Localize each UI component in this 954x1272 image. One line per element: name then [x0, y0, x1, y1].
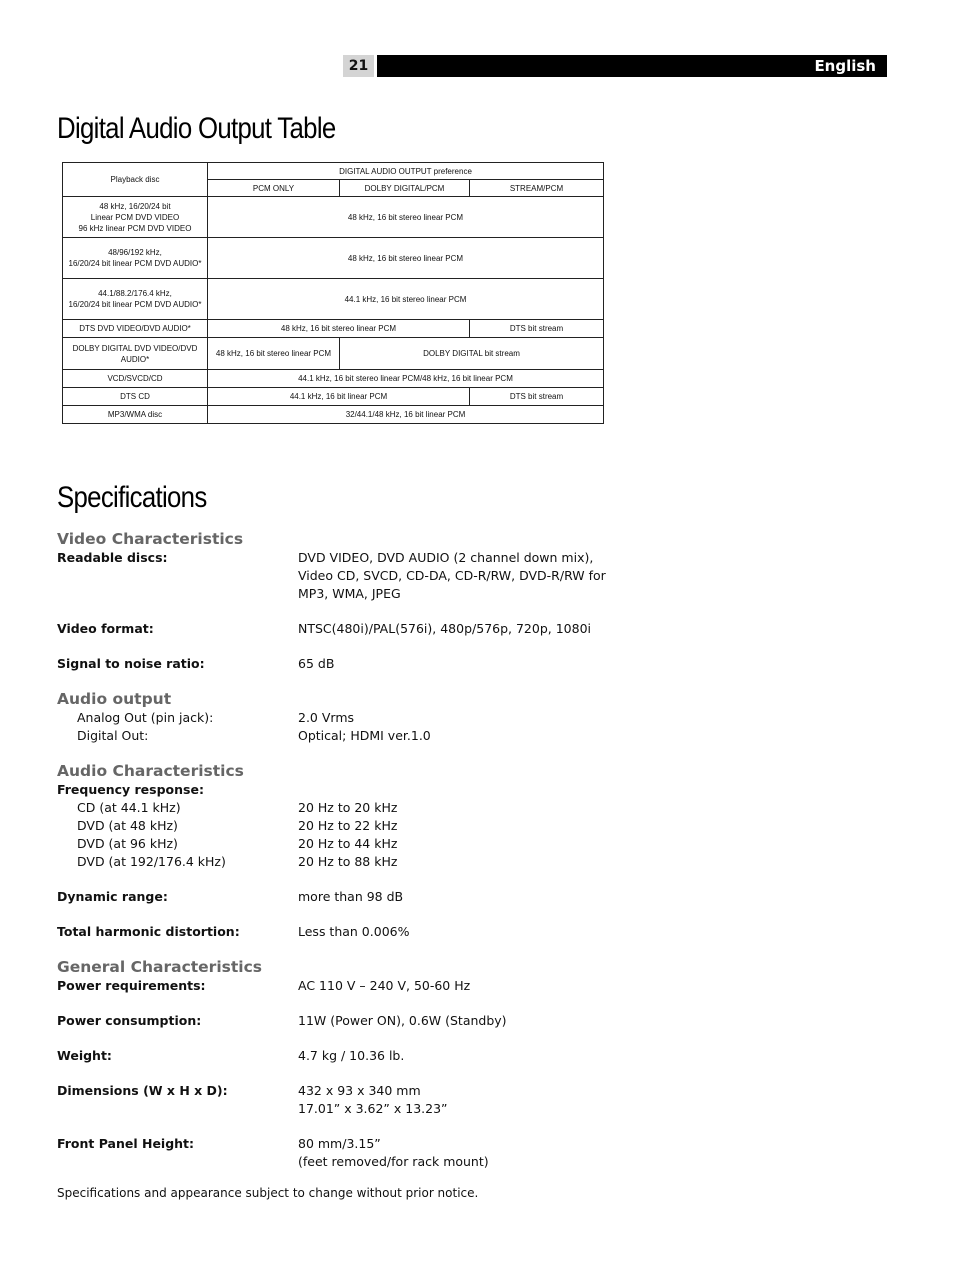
header-pcm-only: PCM ONLY	[208, 180, 340, 197]
table-cell: 48/96/192 kHz, 16/20/24 bit linear PCM DVD AUDIO*	[63, 238, 208, 279]
spec-row	[57, 709, 617, 727]
spec-row	[57, 1082, 617, 1118]
spec-label: Signal to noise ratio:	[57, 656, 205, 671]
spec-value: 65 dB	[298, 656, 335, 671]
table-cell: DTS DVD VIDEO/DVD AUDIO*	[63, 320, 208, 338]
spec-label: DVD (at 96 kHz)	[77, 836, 178, 851]
page-header	[343, 55, 887, 77]
spec-row	[57, 923, 617, 941]
page-number: 21	[343, 55, 374, 77]
spec-label: DVD (at 192/176.4 kHz)	[77, 854, 226, 869]
spec-value: AC 110 V – 240 V, 50-60 Hz	[298, 978, 471, 993]
header-playback-disc: Playback disc	[63, 163, 208, 197]
spec-row	[57, 835, 617, 853]
table-cell: 48 kHz, 16 bit stereo linear PCM	[208, 197, 604, 238]
spec-row	[57, 799, 617, 817]
language-label: English	[377, 55, 887, 77]
table-cell: MP3/WMA disc	[63, 406, 208, 424]
specifications	[57, 530, 617, 1171]
spec-row	[57, 781, 617, 799]
general-characteristics-heading: General Characteristics	[57, 958, 262, 976]
table-cell: 48 kHz, 16 bit stereo linear PCM	[208, 320, 470, 338]
spec-label: Frequency response:	[57, 782, 204, 797]
table-cell: 44.1/88.2/176.4 kHz, 16/20/24 bit linear PCM DVD AUDIO*	[63, 279, 208, 320]
spec-row	[57, 977, 617, 995]
spec-label: CD (at 44.1 kHz)	[77, 800, 181, 815]
spec-row	[57, 1012, 617, 1030]
spec-row	[57, 620, 617, 638]
spec-label: Video format:	[57, 621, 154, 636]
spec-row	[57, 1047, 617, 1065]
table-cell: DOLBY DIGITAL bit stream	[340, 338, 604, 370]
table-title: Digital Audio Output Table	[57, 112, 336, 145]
spec-value: 20 Hz to 20 kHz	[298, 800, 398, 815]
spec-label: Power requirements:	[57, 978, 206, 993]
spec-label: Analog Out (pin jack):	[77, 710, 214, 725]
spec-value: 4.7 kg / 10.36 lb.	[298, 1048, 405, 1063]
table-cell: 48 kHz, 16 bit stereo linear PCM	[208, 238, 604, 279]
table-cell: 32/44.1/48 kHz, 16 bit linear PCM	[208, 406, 604, 424]
spec-label: Weight:	[57, 1048, 112, 1063]
table-cell: DTS bit stream	[470, 388, 604, 406]
table-cell: 44.1 kHz, 16 bit stereo linear PCM	[208, 279, 604, 320]
table-cell: 48 kHz, 16 bit stereo linear PCM	[208, 338, 340, 370]
specifications-title: Specifications	[57, 481, 207, 514]
spec-row	[57, 655, 617, 673]
table-cell: 44.1 kHz, 16 bit stereo linear PCM/48 kHz, 16 bit linear PCM	[208, 370, 604, 388]
spec-label: DVD (at 48 kHz)	[77, 818, 178, 833]
table-cell: VCD/SVCD/CD	[63, 370, 208, 388]
spec-row	[57, 727, 617, 745]
table-cell: 48 kHz, 16/20/24 bit Linear PCM DVD VIDEO 96 kHz linear PCM DVD VIDEO	[63, 197, 208, 238]
spec-row	[57, 817, 617, 835]
spec-label: Digital Out:	[77, 728, 149, 743]
table-cell: DTS bit stream	[470, 320, 604, 338]
spec-label: Dimensions (W x H x D):	[57, 1083, 228, 1098]
spec-value: DVD VIDEO, DVD AUDIO (2 channel down mix), Video CD, SVCD, CD-DA, CD-R/RW, DVD-R/RW for MP3, WMA, JPEG	[298, 550, 606, 601]
spec-value: Optical; HDMI ver.1.0	[298, 728, 431, 743]
table-cell: 44.1 kHz, 16 bit linear PCM	[208, 388, 470, 406]
spec-value: 20 Hz to 22 kHz	[298, 818, 398, 833]
spec-row	[57, 1135, 617, 1171]
spec-value: NTSC(480i)/PAL(576i), 480p/576p, 720p, 1080i	[298, 621, 591, 636]
spec-row	[57, 888, 617, 906]
header-output-preference: DIGITAL AUDIO OUTPUT preference	[208, 163, 604, 180]
spec-label: Power consumption:	[57, 1013, 202, 1028]
spec-value: 80 mm/3.15” (feet removed/for rack mount)	[298, 1136, 489, 1169]
spec-label: Front Panel Height:	[57, 1136, 195, 1151]
spec-label: Dynamic range:	[57, 889, 168, 904]
header-stream-pcm: STREAM/PCM	[470, 180, 604, 197]
spec-value: more than 98 dB	[298, 889, 404, 904]
spec-value: 20 Hz to 88 kHz	[298, 854, 398, 869]
spec-row	[57, 853, 617, 871]
spec-label: Readable discs:	[57, 550, 168, 565]
audio-output-heading: Audio output	[57, 690, 172, 708]
spec-value: 2.0 Vrms	[298, 710, 355, 725]
spec-value: 20 Hz to 44 kHz	[298, 836, 398, 851]
audio-characteristics-heading: Audio Characteristics	[57, 762, 244, 780]
header-dolby-pcm: DOLBY DIGITAL/PCM	[340, 180, 470, 197]
table-cell: DOLBY DIGITAL DVD VIDEO/DVD AUDIO*	[63, 338, 208, 370]
spec-value: 11W (Power ON), 0.6W (Standby)	[298, 1013, 507, 1028]
spec-value: 432 x 93 x 340 mm 17.01” x 3.62” x 13.23”	[298, 1083, 448, 1116]
video-heading: Video Characteristics	[57, 530, 244, 548]
spec-row	[57, 549, 617, 603]
table-cell: DTS CD	[63, 388, 208, 406]
spec-value: Less than 0.006%	[298, 924, 410, 939]
digital-audio-output-table	[62, 162, 604, 424]
spec-label: Total harmonic distortion:	[57, 924, 240, 939]
footnote: Specifications and appearance subject to change without prior notice.	[57, 1186, 479, 1200]
